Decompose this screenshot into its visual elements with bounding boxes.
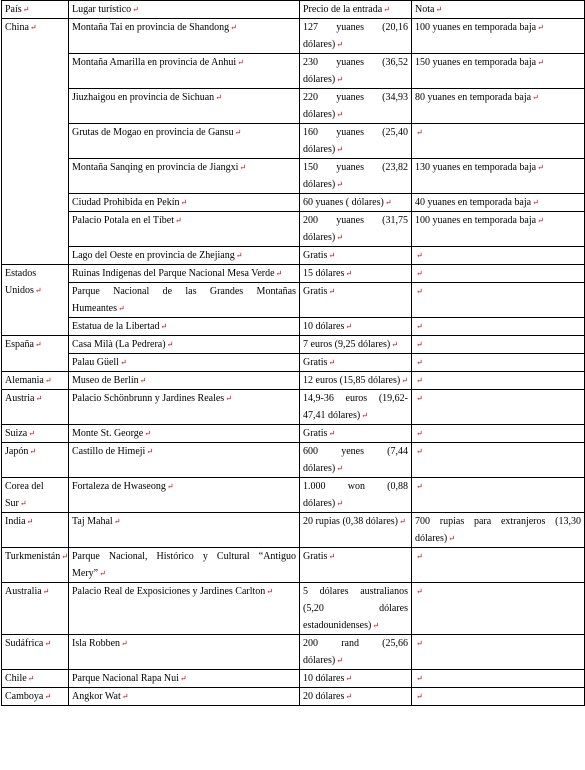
price-cell [300,194,412,212]
paragraph-mark-icon: ↵ [532,93,539,102]
paragraph-mark-icon: ↵ [119,358,127,367]
paragraph-mark-icon: ↵ [416,251,423,260]
paragraph-mark-icon: ↵ [336,499,343,508]
paragraph-mark-icon: ↵ [391,340,398,349]
country-cell [2,443,69,478]
price: 15 dólares [303,268,345,279]
place-cell [69,265,300,283]
paragraph-mark-icon: ↵ [416,587,423,596]
paragraph-mark-icon: ↵ [398,517,406,526]
paragraph-mark-icon: ↵ [328,429,336,438]
place: Ruinas Indígenas del Parque Nacional Mesa Verde [72,268,275,279]
table-row [2,635,585,670]
place: Monte St. George [72,428,144,439]
place-cell [69,318,300,336]
price: Gratis [303,551,328,562]
paragraph-mark-icon: ↵ [416,269,423,278]
header-note: Nota [415,4,435,15]
place-cell [69,19,300,54]
price-cell [300,336,412,354]
note-cell [412,336,585,354]
note-cell [412,318,585,336]
place: Castillo de Himeji [72,446,146,457]
place: Grutas de Mogao en provincia de Gansu [72,127,234,138]
note-cell [412,513,585,548]
country: Sudáfrica [5,638,44,649]
note-cell [412,425,585,443]
table-body [2,19,585,706]
note-cell [412,212,585,247]
paragraph-mark-icon: ↵ [416,552,423,561]
country: Estados Unidos [5,268,37,296]
paragraph-mark-icon: ↵ [234,128,242,137]
price-cell [300,390,412,425]
country: Chile [5,673,27,684]
paragraph-mark-icon: ↵ [121,692,129,701]
paragraph-mark-icon: ↵ [175,216,182,225]
table-row [2,390,585,425]
paragraph-mark-icon: ↵ [416,322,423,331]
paragraph-mark-icon: ↵ [336,40,343,49]
paragraph-mark-icon: ↵ [416,447,423,456]
paragraph-mark-icon: ↵ [29,447,37,456]
place-cell [69,212,300,247]
paragraph-mark-icon: ↵ [27,674,35,683]
place: Palacio Real de Exposiciones y Jardines Carlton [72,586,266,597]
price-cell [300,19,412,54]
paragraph-mark-icon: ↵ [416,639,423,648]
paragraph-mark-icon: ↵ [35,394,43,403]
price-cell [300,283,412,318]
paragraph-mark-icon: ↵ [361,411,368,420]
country-cell [2,688,69,706]
price-cell [300,212,412,247]
price: Gratis [303,286,328,297]
price: 200 yuanes (31,75 dólares) [303,215,408,243]
paragraph-mark-icon: ↵ [336,110,343,119]
table-row [2,583,585,635]
place: Montaña Sanqing en provincia de Jiangxi [72,162,239,173]
header-cell [2,1,69,19]
table-row [2,513,585,548]
note-cell [412,159,585,194]
paragraph-mark-icon: ↵ [328,251,336,260]
note-cell [412,194,585,212]
place: Palacio Potala en el Tíbet [72,215,175,226]
price-cell [300,478,412,513]
header-row [2,1,585,19]
paragraph-mark-icon: ↵ [345,269,353,278]
paragraph-mark-icon: ↵ [26,517,34,526]
paragraph-mark-icon: ↵ [230,23,237,32]
price-cell [300,89,412,124]
place: Museo de Berlín [72,375,139,386]
note-cell [412,478,585,513]
price: 20 dólares [303,691,345,702]
place-cell [69,443,300,478]
paragraph-mark-icon: ↵ [144,429,151,438]
price: Gratis [303,250,328,261]
place-cell [69,583,300,635]
price: 150 yuanes (23,82 dólares) [303,162,408,190]
paragraph-mark-icon: ↵ [160,322,168,331]
paragraph-mark-icon: ↵ [19,499,27,508]
price-cell [300,318,412,336]
country-cell [2,513,69,548]
paragraph-mark-icon: ↵ [61,552,68,561]
paragraph-mark-icon: ↵ [532,198,539,207]
paragraph-mark-icon: ↵ [239,163,247,172]
price: 230 yuanes (36,52 dólares) [303,57,408,85]
table-row [2,354,585,372]
place-cell [69,283,300,318]
place-cell [69,688,300,706]
paragraph-mark-icon: ↵ [345,692,353,701]
paragraph-mark-icon: ↵ [345,674,353,683]
attractions-table [1,0,585,706]
paragraph-mark-icon: ↵ [383,5,390,14]
price: 10 dólares [303,673,345,684]
price-cell [300,159,412,194]
header-cell [300,1,412,19]
place: Jiuzhaigou en provincia de Sichuan [72,92,215,103]
place: Montaña Amarilla en provincia de Anhui [72,57,237,68]
country: China [5,22,29,33]
country: España [5,339,34,350]
price-cell [300,372,412,390]
place: Parque Nacional Rapa Nui [72,673,179,684]
note-cell [412,19,585,54]
country: Australia [5,586,42,597]
paragraph-mark-icon: ↵ [28,429,35,438]
place-cell [69,124,300,159]
paragraph-mark-icon: ↵ [336,656,343,665]
paragraph-mark-icon: ↵ [416,340,423,349]
paragraph-mark-icon: ↵ [44,692,52,701]
table-row [2,124,585,159]
paragraph-mark-icon: ↵ [336,464,343,473]
place-cell [69,478,300,513]
price: 10 dólares [303,321,345,332]
paragraph-mark-icon: ↵ [132,5,139,14]
header-cell [69,1,300,19]
header-place: Lugar turístico [72,4,132,15]
table-row [2,670,585,688]
paragraph-mark-icon: ↵ [401,376,408,385]
price-cell [300,670,412,688]
note: 40 yuanes en temporada baja [415,197,532,208]
place: Estatua de la Libertad [72,321,160,332]
price: 127 yuanes (20,16 dólares) [303,22,408,50]
country: Japón [5,446,29,457]
price: 12 euros (15,85 dólares) [303,375,401,386]
country-cell [2,635,69,670]
price-cell [300,425,412,443]
table-row [2,688,585,706]
price-cell [300,583,412,635]
price: 20 rupias (0,38 dólares) [303,516,398,527]
paragraph-mark-icon: ↵ [166,482,174,491]
header-price: Precio de la entrada [303,4,383,15]
table-row [2,372,585,390]
country-cell [2,425,69,443]
paragraph-mark-icon: ↵ [146,447,154,456]
place-cell [69,247,300,265]
table-row [2,89,585,124]
note-cell [412,283,585,318]
note-cell [412,548,585,583]
place-cell [69,670,300,688]
price-cell [300,354,412,372]
paragraph-mark-icon: ↵ [121,639,128,648]
table-row [2,19,585,54]
price-cell [300,548,412,583]
price-cell [300,54,412,89]
place: Isla Robben [72,638,121,649]
note: 150 yuanes en temporada baja [415,57,537,68]
table-row [2,318,585,336]
paragraph-mark-icon: ↵ [448,534,455,543]
note: 100 yuanes en temporada baja [415,22,537,33]
table-row [2,425,585,443]
note-cell [412,89,585,124]
country-cell [2,583,69,635]
country-cell [2,670,69,688]
paragraph-mark-icon: ↵ [336,75,343,84]
table-row [2,548,585,583]
place-cell [69,390,300,425]
paragraph-mark-icon: ↵ [372,621,380,630]
paragraph-mark-icon: ↵ [537,23,544,32]
country-cell [2,478,69,513]
place: Ciudad Prohibida en Pekín [72,197,180,208]
place-cell [69,89,300,124]
paragraph-mark-icon: ↵ [215,93,222,102]
table-row [2,194,585,212]
paragraph-mark-icon: ↵ [537,216,544,225]
place-cell [69,425,300,443]
table-row [2,443,585,478]
price: Gratis [303,357,328,368]
place-cell [69,513,300,548]
note: 130 yuanes en temporada baja [415,162,537,173]
paragraph-mark-icon: ↵ [336,233,343,242]
place: Parque Nacional de las Grandes Montañas Humeantes [72,286,296,314]
paragraph-mark-icon: ↵ [416,358,423,367]
place: Angkor Wat [72,691,121,702]
country: Turkmenistán [5,551,61,562]
paragraph-mark-icon: ↵ [416,674,423,683]
paragraph-mark-icon: ↵ [180,198,188,207]
note-cell [412,635,585,670]
note-cell [412,688,585,706]
country: Austria [5,393,35,404]
paragraph-mark-icon: ↵ [29,23,37,32]
paragraph-mark-icon: ↵ [235,251,243,260]
place-cell [69,159,300,194]
table-row [2,212,585,247]
paragraph-mark-icon: ↵ [225,394,232,403]
paragraph-mark-icon: ↵ [336,145,343,154]
note-cell [412,354,585,372]
table-row [2,247,585,265]
paragraph-mark-icon: ↵ [328,552,336,561]
note: 80 yuanes en temporada baja [415,92,532,103]
place: Casa Milà (La Pedrera) [72,339,166,350]
price-cell [300,688,412,706]
paragraph-mark-icon: ↵ [179,674,187,683]
place: Palau Güell [72,357,119,368]
paragraph-mark-icon: ↵ [42,587,50,596]
paragraph-mark-icon: ↵ [22,5,30,14]
header-cell [412,1,585,19]
table-row [2,283,585,318]
place-cell [69,354,300,372]
price-cell [300,265,412,283]
paragraph-mark-icon: ↵ [328,287,336,296]
paragraph-mark-icon: ↵ [537,58,544,67]
paragraph-mark-icon: ↵ [416,692,423,701]
table-row [2,265,585,283]
table-row [2,336,585,354]
place: Lago del Oeste en provincia de Zhejiang [72,250,235,261]
price: 200 rand (25,66 dólares) [303,638,408,666]
place-cell [69,372,300,390]
price: 220 yuanes (34,93 dólares) [303,92,408,120]
price-cell [300,635,412,670]
note: 100 yuanes en temporada baja [415,215,537,226]
country-cell [2,548,69,583]
paragraph-mark-icon: ↵ [44,376,52,385]
note-cell [412,390,585,425]
price: 1.000 won (0,88 dólares) [303,481,408,509]
paragraph-mark-icon: ↵ [416,429,423,438]
country: Corea del Sur [5,481,44,509]
place-cell [69,336,300,354]
country: Suiza [5,428,28,439]
price: 7 euros (9,25 dólares) [303,339,391,350]
price-cell [300,124,412,159]
paragraph-mark-icon: ↵ [44,639,52,648]
paragraph-mark-icon: ↵ [266,587,273,596]
country: Alemania [5,375,44,386]
paragraph-mark-icon: ↵ [328,358,336,367]
paragraph-mark-icon: ↵ [435,5,443,14]
table-row [2,54,585,89]
paragraph-mark-icon: ↵ [237,58,244,67]
note-cell [412,583,585,635]
price: 5 dólares australianos (5,20 dólares estadounidenses) [303,586,408,631]
paragraph-mark-icon: ↵ [166,340,174,349]
table-row [2,159,585,194]
price-cell [300,247,412,265]
price-cell [300,513,412,548]
country: India [5,516,26,527]
paragraph-mark-icon: ↵ [416,376,423,385]
place: Parque Nacional, Histórico y Cultural “Antiguo Mery” [72,551,296,579]
paragraph-mark-icon: ↵ [34,340,42,349]
place: Montaña Tai en provincia de Shandong [72,22,230,33]
price-cell [300,443,412,478]
price: 600 yenes (7,44 dólares) [303,446,408,474]
country: Camboya [5,691,44,702]
paragraph-mark-icon: ↵ [336,180,343,189]
table-row [2,478,585,513]
paragraph-mark-icon: ↵ [416,394,423,403]
country-cell [2,372,69,390]
price: 14,9-36 euros (19,62-47,41 dólares) [303,393,408,421]
paragraph-mark-icon: ↵ [275,269,283,278]
note-cell [412,54,585,89]
note-cell [412,247,585,265]
paragraph-mark-icon: ↵ [99,569,106,578]
place-cell [69,54,300,89]
note-cell [412,124,585,159]
paragraph-mark-icon: ↵ [384,198,392,207]
paragraph-mark-icon: ↵ [118,304,125,313]
place-cell [69,548,300,583]
place: Taj Mahal [72,516,113,527]
paragraph-mark-icon: ↵ [416,287,423,296]
paragraph-mark-icon: ↵ [139,376,147,385]
place: Fortaleza de Hwaseong [72,481,166,492]
note: 700 rupias para extranjeros (13,30 dólares) [415,516,581,544]
place-cell [69,194,300,212]
country-cell [2,19,69,265]
note-cell [412,443,585,478]
place-cell [69,635,300,670]
paragraph-mark-icon: ↵ [345,322,353,331]
note-cell [412,372,585,390]
price: 60 yuanes ( dólares) [303,197,384,208]
paragraph-mark-icon: ↵ [416,482,423,491]
country-cell [2,390,69,425]
paragraph-mark-icon: ↵ [113,517,121,526]
paragraph-mark-icon: ↵ [34,286,42,295]
paragraph-mark-icon: ↵ [416,128,423,137]
header-country: País [5,4,22,15]
country-cell [2,265,69,336]
paragraph-mark-icon: ↵ [537,163,544,172]
price: Gratis [303,428,328,439]
country-cell [2,336,69,372]
note-cell [412,265,585,283]
price: 160 yuanes (25,40 dólares) [303,127,408,155]
place: Palacio Schönbrunn y Jardines Reales [72,393,225,404]
note-cell [412,670,585,688]
